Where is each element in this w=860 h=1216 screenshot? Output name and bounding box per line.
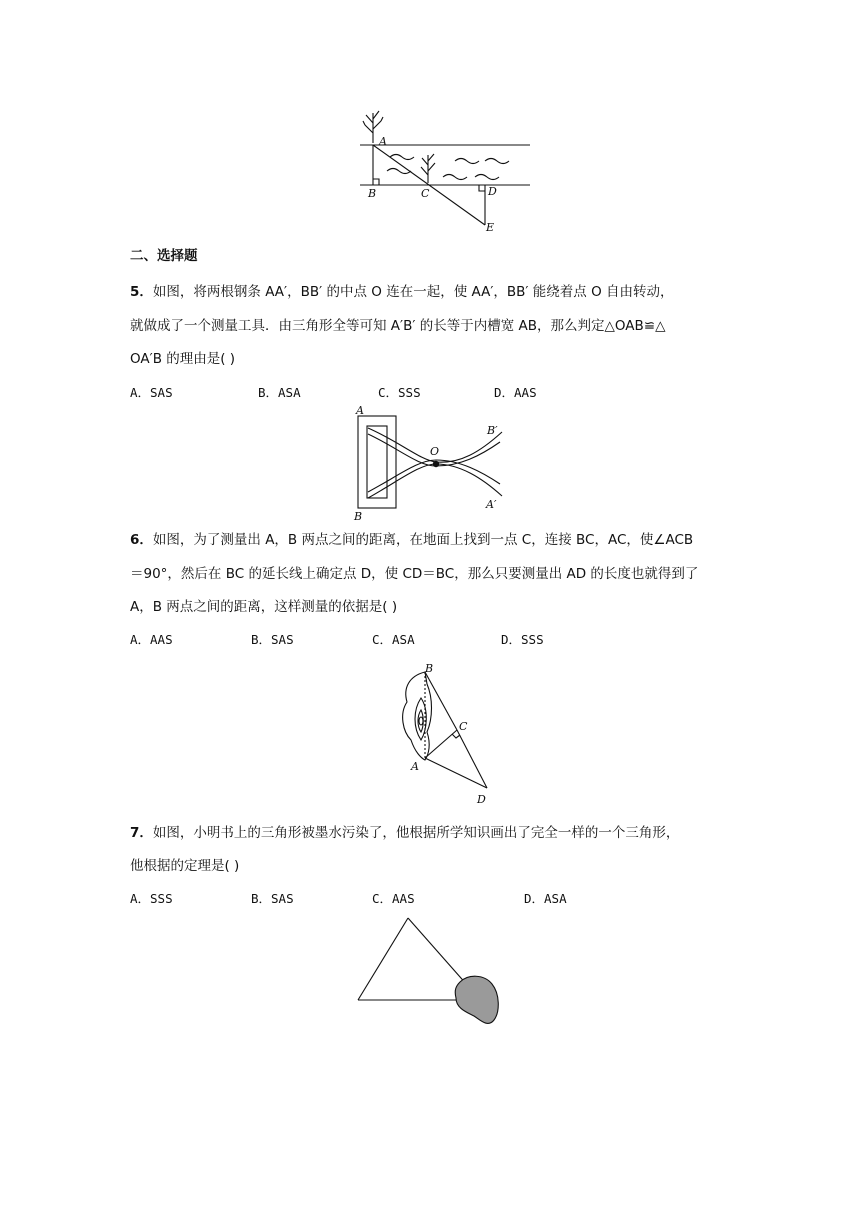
line-ad (425, 758, 487, 788)
ink-blot (455, 976, 498, 1023)
q5-label-b: B (354, 510, 363, 522)
q6-line1: 6．如图，为了测量出 A，B 两点之间的距离，在地面上找到一点 C，连接 BC，AC，使∠ACB (130, 532, 694, 548)
q5-label-aprime: A′ (486, 498, 497, 511)
q7-number: 7． (130, 825, 153, 841)
q6-option-d[interactable]: D．SSS (501, 632, 544, 647)
q5-line1: 5．如图，将两根钢条 AA′，BB′ 的中点 O 连在一起，使 AA′，BB′ 能绕着点 O 自由转动， (130, 284, 674, 300)
q6-option-c[interactable]: C．ASA (372, 632, 415, 647)
q7-option-c[interactable]: C．AAS (372, 891, 415, 906)
q6-label-d: D (477, 793, 486, 806)
pond-outline (403, 672, 432, 760)
q7-figure (350, 912, 510, 1032)
q5-line3: OA′B 的理由是( ) (130, 351, 236, 367)
q6-number: 6． (130, 532, 153, 548)
q6-figure (395, 658, 505, 808)
q5-option-d[interactable]: D．AAS (494, 385, 537, 400)
q6-option-b[interactable]: B．SAS (251, 632, 294, 647)
q5-line2: 就做成了一个测量工具．由三角形全等可知 A′B′ 的长等于内槽宽 AB，那么判定△OAB≌△ (130, 318, 666, 334)
q6-option-a[interactable]: A．AAS (130, 632, 173, 647)
label-e: E (486, 221, 495, 234)
q7-option-a[interactable]: A．SSS (130, 891, 173, 906)
line-cd (457, 730, 487, 788)
q7-option-d[interactable]: D．ASA (524, 891, 567, 906)
triangle-left-side (358, 918, 408, 1000)
q5-figure (350, 402, 520, 522)
q5-number: 5． (130, 284, 153, 300)
q5-option-b[interactable]: B．ASA (258, 385, 301, 400)
q6-label-b: B (425, 662, 434, 675)
outer-frame (358, 416, 396, 508)
q5-label-o: O (430, 445, 440, 458)
q5-option-c[interactable]: C．SSS (378, 385, 421, 400)
triangle-right-side (408, 918, 468, 986)
q5-label-a: A (356, 404, 364, 417)
q5-option-a[interactable]: A．SAS (130, 385, 173, 400)
q6-line2: ＝90°，然后在 BC 的延长线上确定点 D，使 CD＝BC，那么只要测量出 AD 的长度也就得到了 (130, 566, 699, 582)
label-d: D (488, 185, 497, 198)
label-b: B (368, 187, 377, 200)
section-heading: 二、选择题 (130, 248, 198, 264)
q7-line1: 7．如图，小明书上的三角形被墨水污染了，他根据所学知识画出了完全一样的一个三角形， (130, 825, 680, 841)
label-c: C (421, 187, 430, 200)
q7-line2: 他根据的定理是( ) (130, 858, 240, 874)
q6-line3: A，B 两点之间的距离，这样测量的依据是( ) (130, 599, 398, 615)
q5-label-bprime: B′ (487, 424, 498, 437)
q7-option-b[interactable]: B．SAS (251, 891, 294, 906)
q6-label-a: A (411, 760, 419, 773)
label-a: A (379, 135, 387, 148)
q6-label-c: C (459, 720, 468, 733)
river-figure (355, 105, 535, 235)
pivot-o (433, 461, 439, 467)
